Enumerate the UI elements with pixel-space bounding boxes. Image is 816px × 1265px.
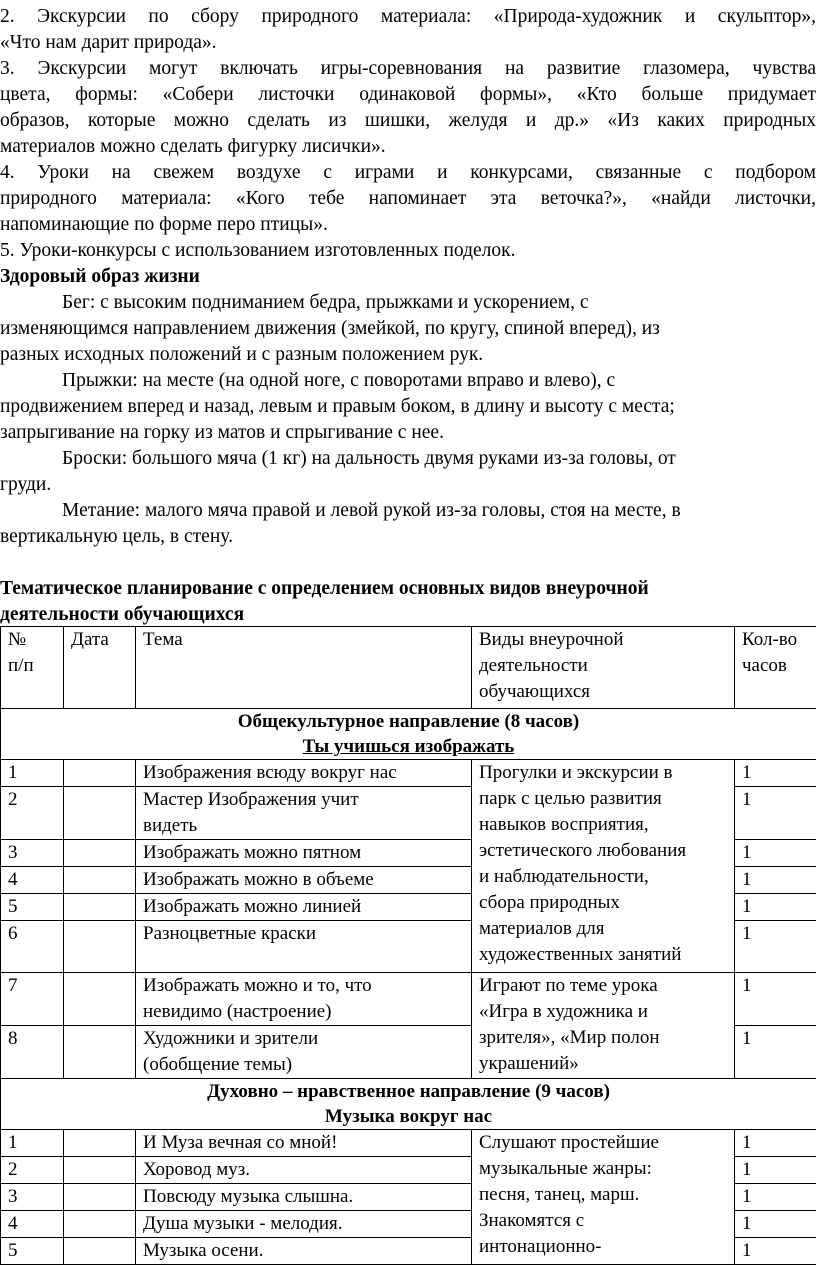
run-line-3: разных исходных положений и с разным положением рук. [0, 345, 483, 365]
table-row: 7 Изображать можно и то, что невидимо (настроение) Играют по теме урока «Игра в художника и зрителя», «Мир полон украшений» 1 [1, 973, 816, 1026]
table-row: 2 Мастер Изображения учит видеть 1 [1, 787, 816, 840]
header-num: № п/п [1, 627, 64, 709]
toss-line-1: Метание: малого мяча правой и левой рукой из-за головы, стоя на месте, в [62, 501, 681, 521]
paragraph-3-line-4: материалов можно сделать фигурку лисички». [0, 137, 386, 157]
table-row: 5 Музыка осени. 1 [1, 1238, 816, 1265]
paragraph-3-line-3: образов, которые можно сделать из шишки, желудя и др.» «Из каких природных [0, 111, 816, 131]
paragraph-4-line-2: природного материала: «Кого тебе напоминает эта веточка?», «найди листочки, [0, 189, 816, 209]
header-activity: Виды внеурочной деятельности обучающихся [472, 627, 735, 709]
jumps-line-2: продвижением вперед и назад, левым и правым боком, в длину и высоту с места; [0, 397, 675, 417]
table-row: 2 Хоровод муз. 1 [1, 1157, 816, 1184]
section-1-activity-b: Играют по теме урока «Игра в художника и зрителя», «Мир полон украшений» [472, 973, 735, 1079]
run-line-1: Бег: с высоким подниманием бедра, прыжками и ускорением, с [62, 293, 589, 313]
planning-table [0, 626, 816, 1265]
section-1-activity-a: Прогулки и экскурсии в парк с целью развития навыков восприятия, эстетического любования и наблюдательности, сбора природных материалов для художественных занятий [472, 760, 735, 973]
table-row: 3 Изображать можно пятном 1 [1, 840, 816, 867]
paragraph-5: 5. Уроки-конкурсы с использованием изготовленных поделок. [0, 241, 515, 261]
table-row: 3 Повсюду музыка слышна. 1 [1, 1184, 816, 1211]
plan-heading-line-2: деятельности обучающихся [0, 605, 244, 625]
table-row: 4 Изображать можно в объеме 1 [1, 867, 816, 894]
throws-line-2: груди. [0, 475, 51, 495]
table-row: 8 Художники и зрители (обобщение темы) 1 [1, 1026, 816, 1079]
table-header-row [1, 627, 816, 709]
table-row: 5 Изображать можно линией 1 [1, 894, 816, 921]
table-row: 1 И Муза вечная со мной! Слушают простейшие музыкальные жанры: песня, танец, марш. Знакомятся с интонационно- 1 [1, 1130, 816, 1157]
toss-line-2: вертикальную цель, в стену. [0, 527, 233, 547]
section-1-title-cell [1, 709, 816, 760]
health-heading: Здоровый образ жизни [0, 267, 200, 287]
plan-heading-line-1: Тематическое планирование с определением основных видов внеурочной [0, 579, 649, 599]
header-topic: Тема [136, 627, 472, 709]
throws-line-1: Броски: большого мяча (1 кг) на дальность двумя руками из-за головы, от [62, 449, 676, 469]
section-2-title-cell [1, 1079, 816, 1130]
run-line-2: изменяющимся направлением движения (змейкой, по кругу, спиной вперед), из [0, 319, 660, 339]
paragraph-2-line-2: «Что нам дарит природа». [0, 33, 217, 53]
paragraph-3-line-2: цвета, формы: «Собери листочки одинаковой формы», «Кто больше придумает [0, 85, 816, 105]
section-1-subtitle: Ты учишься изображать [1, 734, 816, 759]
section-2-title: Духовно – нравственное направление (9 часов) [1, 1079, 816, 1104]
table-row: 6 Разноцветные краски 1 [1, 921, 816, 973]
section-1-header [1, 709, 816, 760]
header-hours: Кол-во часов [735, 627, 816, 709]
section-2-header [1, 1079, 816, 1130]
header-date: Дата [64, 627, 136, 709]
section-2-activity: Слушают простейшие музыкальные жанры: песня, танец, марш. Знакомятся с интонационно- [472, 1130, 735, 1265]
paragraph-3-line-1: 3. Экскурсии могут включать игры-соревнования на развитие глазомера, чувства [0, 59, 816, 79]
jumps-line-1: Прыжки: на месте (на одной ноге, с поворотами вправо и влево), с [62, 371, 615, 391]
paragraph-2-line-1: 2. Экскурсии по сбору природного материала: «Природа-художник и скульптор», [0, 7, 816, 27]
jumps-line-3: запрыгивание на горку из матов и спрыгивание с нее. [0, 423, 444, 443]
table-row: 4 Душа музыки - мелодия. 1 [1, 1211, 816, 1238]
paragraph-4-line-3: напоминающие по форме перо птицы». [0, 215, 328, 235]
table-row: 1 Изображения всюду вокруг нас Прогулки и экскурсии в парк с целью развития навыков восприятия, эстетического любования и наблюдательности, сбора природных материалов для художественных занятий 1 [1, 760, 816, 787]
section-1-title: Общекультурное направление (8 часов) [1, 709, 816, 734]
paragraph-4-line-1: 4. Уроки на свежем воздухе с играми и конкурсами, связанные с подбором [0, 163, 816, 183]
section-2-subtitle: Музыка вокруг нас [1, 1104, 816, 1129]
